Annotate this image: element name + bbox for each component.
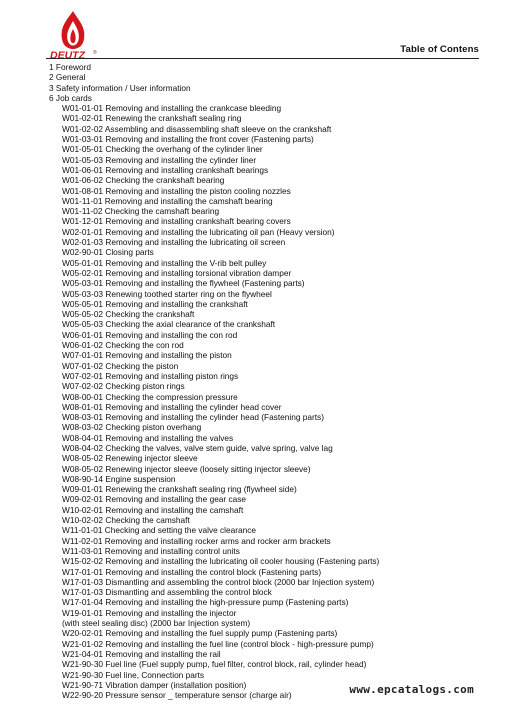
- toc-job-card-item[interactable]: W17-01-03 Dismantling and assembling the control block (2000 bar Injection system): [62, 576, 375, 587]
- toc-job-card-item[interactable]: W01-01-01 Removing and installing the crankcase bleeding: [62, 103, 282, 114]
- toc-job-card-item[interactable]: W10-02-01 Removing and installing the camshaft: [62, 504, 244, 515]
- toc-job-card-item[interactable]: W08-04-01 Removing and installing the valves: [62, 432, 234, 443]
- toc-job-card-item[interactable]: W07-02-02 Checking piston rings: [62, 381, 185, 392]
- toc-job-card-item[interactable]: W17-01-03 Dismantling and assembling the control block: [62, 587, 272, 598]
- toc-job-card-item[interactable]: W02-01-03 Removing and installing the lubricating oil screen: [62, 237, 286, 248]
- toc-job-card-item[interactable]: W21-90-30 Fuel line, Connection parts: [62, 669, 205, 680]
- toc-job-card-item[interactable]: W01-12-01 Removing and installing crankshaft bearing covers: [62, 216, 291, 227]
- deutz-logo: [46, 9, 100, 61]
- toc-job-card-item[interactable]: W05-05-01 Removing and installing the crankshaft: [62, 298, 248, 309]
- toc-job-card-item[interactable]: W01-02-02 Assembling and disassembling shaft sleeve on the crankshaft: [62, 123, 332, 134]
- toc-job-card-item[interactable]: W01-02-01 Renewing the crankshaft sealing ring: [62, 113, 242, 124]
- toc-chapter-item[interactable]: 6 Job cards: [49, 92, 92, 103]
- toc-chapter-item[interactable]: 3 Safety information / User information: [49, 82, 191, 93]
- toc-job-card-item[interactable]: W01-08-01 Removing and installing the piston cooling nozzles: [62, 185, 291, 196]
- toc-job-card-item[interactable]: W21-01-02 Removing and installing the fuel line (control block - high-pressure pump): [62, 638, 374, 649]
- toc-job-card-item[interactable]: W01-06-02 Checking the crankshaft bearing: [62, 175, 225, 186]
- toc-job-card-item[interactable]: W21-04-01 Removing and installing the rail: [62, 648, 221, 659]
- registered-mark: ®: [93, 50, 97, 56]
- toc-job-card-item[interactable]: W09-02-01 Removing and installing the gear case: [62, 494, 247, 505]
- toc-job-card-item[interactable]: W01-05-03 Removing and installing the cylinder liner: [62, 154, 257, 165]
- deutz-flame-icon: [46, 9, 100, 61]
- table-of-contents: [49, 62, 489, 700]
- toc-job-card-item[interactable]: W05-05-02 Checking the crankshaft: [62, 309, 195, 320]
- toc-job-card-item[interactable]: W01-05-01 Checking the overhang of the cylinder liner: [62, 144, 263, 155]
- toc-job-card-item[interactable]: W02-90-01 Closing parts: [62, 247, 154, 258]
- toc-job-card-item[interactable]: W08-03-01 Removing and installing the cylinder head (Fastening parts): [62, 412, 324, 423]
- toc-job-card-item[interactable]: W05-05-03 Checking the axial clearance of the crankshaft: [62, 319, 276, 330]
- toc-job-card-item[interactable]: W19-01-01 Removing and installing the injector: [62, 607, 237, 618]
- toc-job-card-item[interactable]: W08-00-01 Checking the compression pressure: [62, 391, 238, 402]
- toc-job-card-item[interactable]: W08-01-01 Removing and installing the cylinder head cover: [62, 401, 282, 412]
- toc-job-card-item[interactable]: W11-03-01 Removing and installing control units: [62, 545, 240, 556]
- toc-job-card-item[interactable]: W20-02-01 Removing and installing the fuel supply pump (Fastening parts): [62, 628, 338, 639]
- toc-job-card-item[interactable]: W08-04-02 Checking the valves, valve stem guide, valve spring, valve lag: [62, 442, 333, 453]
- toc-job-card-item[interactable]: W11-02-01 Removing and installing rocker arms and rocker arm brackets: [62, 535, 331, 546]
- toc-job-card-item[interactable]: W09-01-01 Renewing the crankshaft sealing ring (flywheel side): [62, 484, 297, 495]
- toc-job-card-item[interactable]: W01-03-01 Removing and installing the front cover (Fastening parts): [62, 134, 314, 145]
- toc-job-card-item[interactable]: W08-05-02 Renewing injector sleeve: [62, 453, 198, 464]
- header-divider: [46, 58, 479, 59]
- toc-job-card-item[interactable]: W08-90-14 Engine suspension: [62, 473, 176, 484]
- toc-job-card-item[interactable]: W21-90-71 Vibration damper (installation position): [62, 679, 247, 690]
- toc-job-card-item[interactable]: W07-01-02 Checking the piston: [62, 360, 179, 371]
- toc-job-card-item[interactable]: W21-90-30 Fuel line (Fuel supply pump, fuel filter, control block, rail, cylinder head): [62, 659, 367, 670]
- toc-job-card-item[interactable]: (with steel sealing disc) (2000 bar Injection system): [62, 618, 251, 629]
- toc-job-card-item[interactable]: W17-01-01 Removing and installing the control block (Fastening parts): [62, 566, 322, 577]
- toc-job-card-item[interactable]: W08-05-02 Renewing injector sleeve (loosely sitting injector sleeve): [62, 463, 311, 474]
- toc-job-card-item[interactable]: W01-06-01 Removing and installing crankshaft bearings: [62, 164, 269, 175]
- brand-wordmark: DEUTZ: [50, 49, 85, 61]
- toc-chapter-item[interactable]: 1 Foreword: [49, 62, 91, 72]
- toc-job-card-item[interactable]: W10-02-02 Checking the camshaft: [62, 515, 190, 526]
- watermark: www.epcatalogs.com: [349, 683, 474, 696]
- toc-job-card-item[interactable]: W08-03-02 Checking piston overhang: [62, 422, 202, 433]
- toc-job-card-item[interactable]: W06-01-01 Removing and installing the con rod: [62, 329, 238, 340]
- toc-job-card-item[interactable]: W05-03-01 Removing and installing the flywheel (Fastening parts): [62, 278, 305, 289]
- toc-job-card-item[interactable]: W07-01-01 Removing and installing the piston: [62, 350, 232, 361]
- toc-job-card-item[interactable]: W15-02-02 Removing and installing the lubricating oil cooler housing (Fastening parts): [62, 556, 380, 567]
- toc-chapter-item[interactable]: 2 General: [49, 72, 86, 83]
- toc-job-card-item[interactable]: W02-01-01 Removing and installing the lubricating oil pan (Heavy version): [62, 226, 335, 237]
- toc-job-card-item[interactable]: W22-90-20 Pressure sensor _ temperature sensor (charge air): [62, 690, 292, 701]
- toc-job-card-item[interactable]: W11-01-01 Checking and setting the valve clearance: [62, 525, 257, 536]
- toc-job-card-item[interactable]: W05-01-01 Removing and installing the V-rib belt pulley: [62, 257, 267, 268]
- page-title: Table of Contens: [400, 44, 479, 55]
- toc-job-card-item[interactable]: W05-02-01 Removing and installing torsional vibration damper: [62, 267, 292, 278]
- toc-job-card-item[interactable]: W01-11-01 Removing and installing the camshaft bearing: [62, 195, 273, 206]
- toc-job-card-item[interactable]: W06-01-02 Checking the con rod: [62, 340, 184, 351]
- toc-job-card-item[interactable]: W07-02-01 Removing and installing piston rings: [62, 370, 239, 381]
- toc-job-card-item[interactable]: W17-01-04 Removing and installing the high-pressure pump (Fastening parts): [62, 597, 349, 608]
- toc-job-card-item[interactable]: W05-03-03 Renewing toothed starter ring on the flywheel: [62, 288, 272, 299]
- toc-job-card-item[interactable]: W01-11-02 Checking the camshaft bearing: [62, 206, 220, 217]
